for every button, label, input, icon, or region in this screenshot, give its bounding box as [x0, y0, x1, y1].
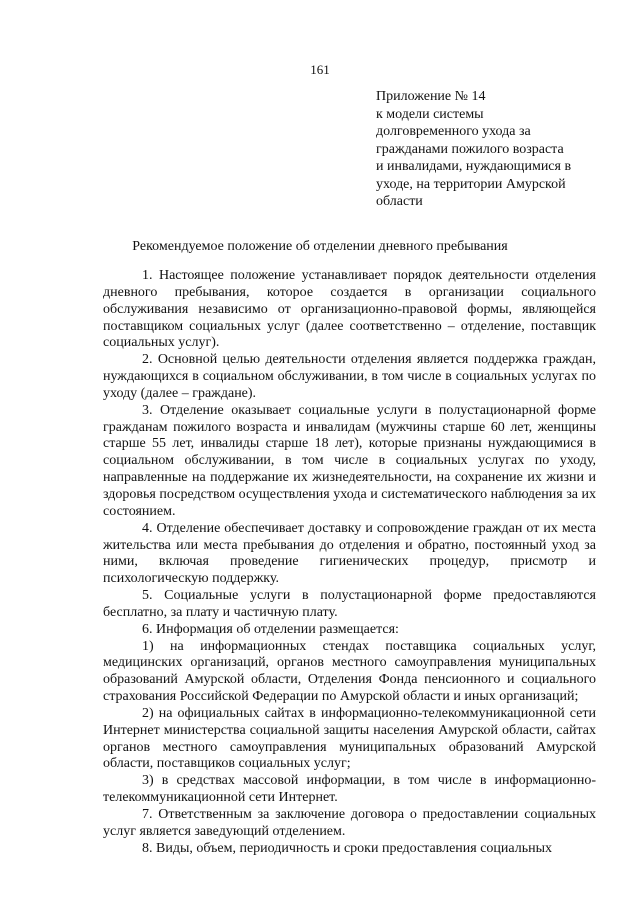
paragraph-3: 3. Отделение оказывает социальные услуги в полустационарной форме гражданам пожилого возраста и инвалидам (мужчины старше 60 лет, женщины старше 55 лет, инвалиды старше 18 лет), которые признаны нуждающимися в социальном обслуживании, в том числе в социальных услугах по уходу, направленные на поддержание их жизнедеятельности, на сохранение их жизни и здоровья посредством осуществления ухода и систематического наблюдения за их состоянием. [103, 402, 596, 519]
annex-line: к модели системы [376, 106, 484, 122]
paragraph-5: 5. Социальные услуги в полустационарной форме предоставляются бесплатно, за плату и частичную плату. [103, 588, 596, 620]
paragraph-6-item-3: 3) в средствах массовой информации, в том числе в информационно-телекоммуникационной сети Интернет. [103, 773, 596, 806]
paragraph-2: 2. Основной целью деятельности отделения является поддержка граждан, нуждающихся в социальном обслуживании, в том числе в социальных услугах по уходу (далее – граждане). [103, 352, 596, 401]
paragraph-6-item-1: 1) на информационных стендах поставщика социальных услуг, медицинских организаций, органов местного самоуправления муниципальных образований Амурской области, Отделения Фонда пенсионного и социального страхования Российской Федерации по Амурской области и иных организаций; [103, 638, 596, 705]
annex-line: области [376, 194, 423, 209]
document-title: Рекомендуемое положение об отделении дневного пребывания [132, 239, 508, 254]
document-body [103, 268, 596, 858]
annex-line: долговременного ухода за [376, 124, 531, 139]
paragraph-6-item-2: 2) на официальных сайтах в информационно-телекоммуникационной сети Интернет министерства социальной защиты населения Амурской области, сайтах органов местного самоуправления муниципальных образований Амурской области, поставщиков социальных услуг; [103, 705, 596, 772]
paragraph-1: 1. Настоящее положение устанавливает порядок деятельности отделения дневного пребывания, которое создается в организации социального обслуживания независимо от организационно-правовой формы, являющейся поставщиком социальных услуг (далее соответственно – отделение, поставщик социальных услуг). [103, 268, 596, 351]
annex-line: гражданами пожилого возраста [376, 141, 564, 157]
annex-line: уходе, на территории Амурской [376, 176, 566, 192]
annex-line: и инвалидами, нуждающимися в [376, 159, 572, 174]
paragraph-4: 4. Отделение обеспечивает доставку и сопровождение граждан от их места жительства или места пребывания до отделения и обратно, постоянный уход за ними, включая проведение гигиенических процедур, присмотр и психологическую поддержку. [103, 520, 596, 587]
page-number: 161 [310, 62, 330, 77]
annex-line: Приложение № 14 [376, 89, 486, 104]
paragraph-7: 7. Ответственным за заключение договора о предоставлении социальных услуг является заведующий отделением. [103, 807, 596, 839]
paragraph-8: 8. Виды, объем, периодичность и сроки предоставления социальных [142, 840, 553, 856]
paragraph-6: 6. Информация об отделении размещается: [142, 621, 399, 637]
annex-header [376, 88, 616, 211]
